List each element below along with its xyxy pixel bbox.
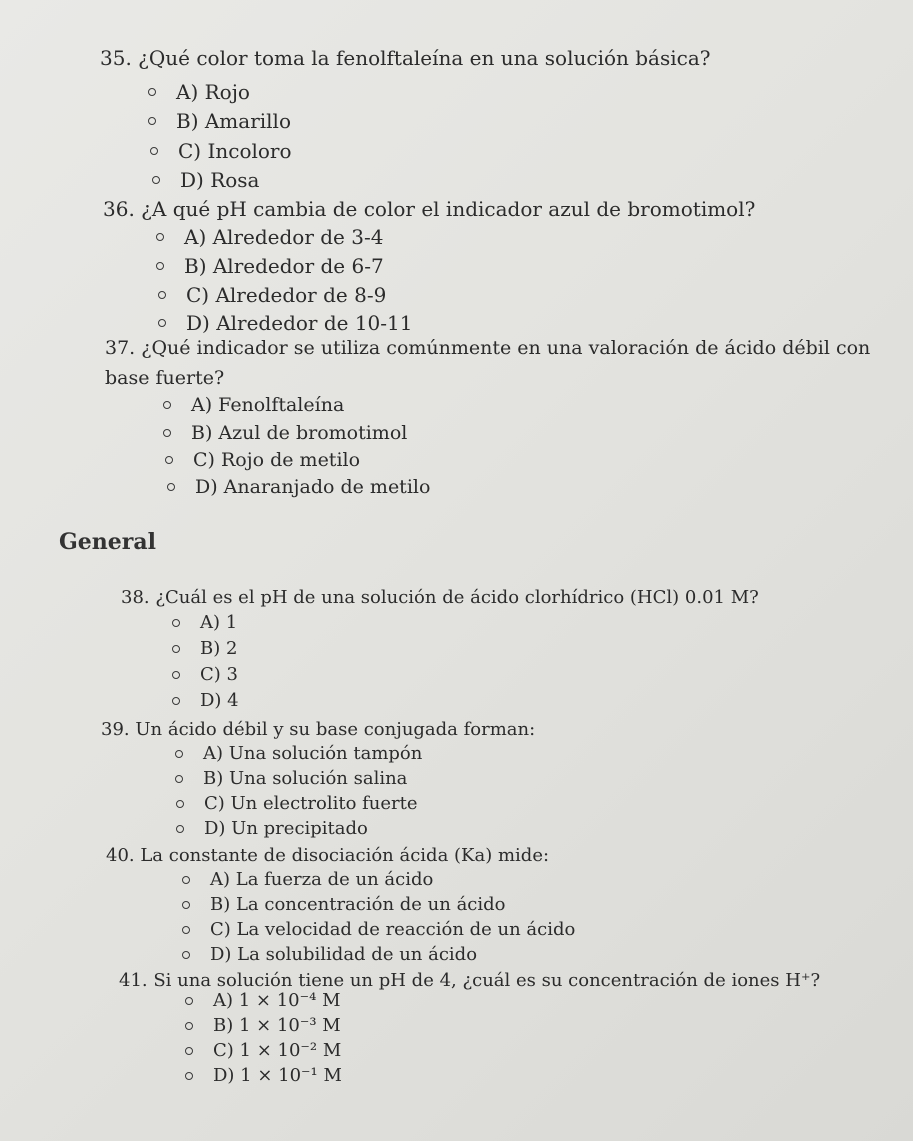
- option-b[interactable]: B) La concentración de un ácido: [210, 893, 506, 917]
- radio-circle-icon[interactable]: [165, 456, 173, 464]
- option-a[interactable]: A) Fenolftaleína: [191, 393, 344, 417]
- question-text: 40. La constante de disociación ácida (Ka) mide:: [106, 845, 550, 866]
- question-text: 39. Un ácido débil y su base conjugada forman:: [101, 719, 536, 740]
- radio-circle-icon[interactable]: [185, 1022, 193, 1030]
- radio-circle-icon[interactable]: [185, 997, 193, 1005]
- option-d[interactable]: D) Un precipitado: [204, 817, 368, 841]
- option-c[interactable]: C) Rojo de metilo: [193, 448, 360, 472]
- radio-circle-icon[interactable]: [182, 951, 190, 959]
- radio-circle-icon[interactable]: [182, 876, 190, 884]
- radio-circle-icon[interactable]: [176, 825, 184, 833]
- option-c[interactable]: C) Incoloro: [178, 139, 292, 163]
- option-d[interactable]: D) 4: [200, 689, 239, 713]
- radio-circle-icon[interactable]: [182, 926, 190, 934]
- option-d[interactable]: D) La solubilidad de un ácido: [210, 943, 477, 967]
- section-title: General: [59, 529, 156, 555]
- question-text: 38. ¿Cuál es el pH de una solución de ácido clorhídrico (HCl) 0.01 M?: [121, 587, 759, 608]
- radio-circle-icon[interactable]: [175, 775, 183, 783]
- option-d[interactable]: D) Rosa: [180, 168, 259, 192]
- option-c[interactable]: C) Un electrolito fuerte: [204, 792, 418, 816]
- radio-circle-icon[interactable]: [163, 429, 171, 437]
- option-b[interactable]: B) 2: [200, 637, 237, 661]
- option-a[interactable]: A) Una solución tampón: [203, 742, 422, 766]
- option-b[interactable]: B) Azul de bromotimol: [191, 421, 407, 445]
- option-a[interactable]: A) La fuerza de un ácido: [210, 868, 433, 892]
- radio-circle-icon[interactable]: [185, 1072, 193, 1080]
- question-text: 41. Si una solución tiene un pH de 4, ¿cuál es su concentración de iones H⁺?: [119, 970, 821, 991]
- radio-circle-icon[interactable]: [156, 262, 164, 270]
- radio-circle-icon[interactable]: [176, 800, 184, 808]
- radio-circle-icon[interactable]: [172, 671, 180, 679]
- option-c[interactable]: C) 3: [200, 663, 238, 687]
- radio-circle-icon[interactable]: [163, 401, 171, 409]
- radio-circle-icon[interactable]: [158, 319, 166, 327]
- radio-circle-icon[interactable]: [185, 1047, 193, 1055]
- option-c[interactable]: C) 1 × 10⁻² M: [213, 1039, 341, 1063]
- option-d[interactable]: D) 1 × 10⁻¹ M: [213, 1064, 342, 1088]
- question-text: 37. ¿Qué indicador se utiliza comúnmente en una valoración de ácido débil con base fuerte?: [105, 337, 871, 389]
- option-b[interactable]: B) Una solución salina: [203, 767, 407, 791]
- radio-circle-icon[interactable]: [158, 291, 166, 299]
- radio-circle-icon[interactable]: [172, 645, 180, 653]
- option-a[interactable]: A) Alrededor de 3-4: [184, 225, 383, 249]
- radio-circle-icon[interactable]: [172, 619, 180, 627]
- option-a[interactable]: A) Rojo: [176, 80, 250, 104]
- radio-circle-icon[interactable]: [148, 88, 156, 96]
- option-b[interactable]: B) Alrededor de 6-7: [184, 254, 384, 278]
- question-text: 36. ¿A qué pH cambia de color el indicador azul de bromotimol?: [103, 197, 756, 221]
- option-c[interactable]: C) La velocidad de reacción de un ácido: [210, 918, 575, 942]
- radio-circle-icon[interactable]: [175, 750, 183, 758]
- radio-circle-icon[interactable]: [156, 233, 164, 241]
- option-a[interactable]: A) 1: [200, 611, 237, 635]
- radio-circle-icon[interactable]: [172, 697, 180, 705]
- question-text: 35. ¿Qué color toma la fenolftaleína en una solución básica?: [100, 46, 711, 70]
- option-b[interactable]: B) Amarillo: [176, 109, 291, 133]
- option-a[interactable]: A) 1 × 10⁻⁴ M: [213, 989, 341, 1013]
- option-d[interactable]: D) Anaranjado de metilo: [195, 475, 430, 499]
- option-b[interactable]: B) 1 × 10⁻³ M: [213, 1014, 341, 1038]
- option-c[interactable]: C) Alrededor de 8-9: [186, 283, 386, 307]
- option-d[interactable]: D) Alrededor de 10-11: [186, 311, 412, 335]
- radio-circle-icon[interactable]: [152, 176, 160, 184]
- radio-circle-icon[interactable]: [150, 147, 158, 155]
- radio-circle-icon[interactable]: [182, 901, 190, 909]
- radio-circle-icon[interactable]: [148, 117, 156, 125]
- radio-circle-icon[interactable]: [167, 483, 175, 491]
